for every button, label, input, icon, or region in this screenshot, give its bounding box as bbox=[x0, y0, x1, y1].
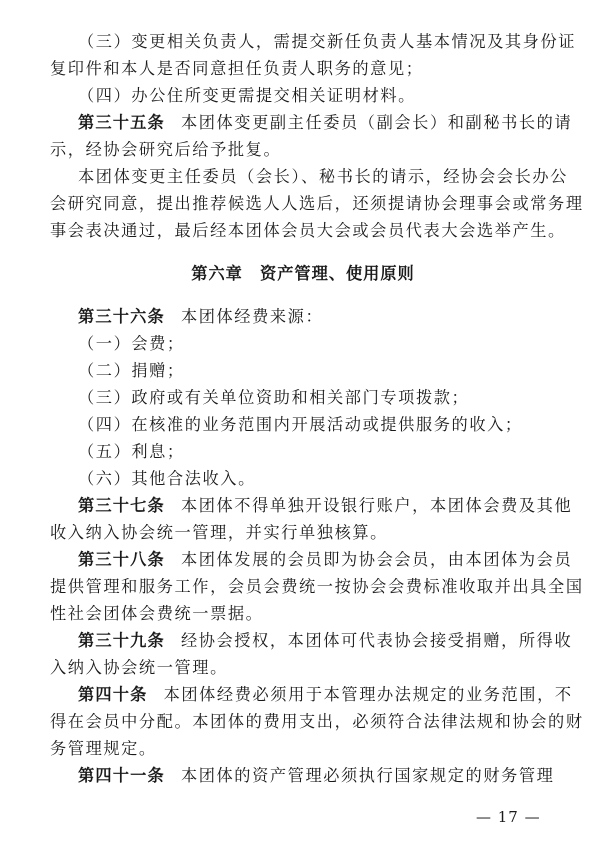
article-text: 经协会授权，本团体可代表协会接受捐赠，所得收 bbox=[180, 631, 573, 651]
chapter-heading: 第六章 资产管理、使用原则 bbox=[191, 264, 415, 284]
list-item: （一）会费； bbox=[78, 334, 185, 354]
list-item: （五）利息； bbox=[78, 442, 185, 462]
paragraph-line: 复印件和本人是否同意担任负责人职务的意见； bbox=[50, 59, 424, 78]
article-label: 第三十五条 bbox=[78, 113, 165, 132]
article-label: 第三十七条 bbox=[78, 496, 165, 516]
article-label: 第三十八条 bbox=[78, 550, 165, 570]
article-40 bbox=[78, 681, 573, 708]
article-text: 本团体的资产管理必须执行国家规定的财务管理 bbox=[180, 766, 555, 786]
paragraph-line: 入纳入协会统一管理。 bbox=[50, 658, 228, 678]
paragraph-line: 本团体变更主任委员（会长）、秘书长的请示，经协会会长办公 bbox=[78, 167, 568, 186]
document-body bbox=[50, 28, 584, 789]
paragraph-line: 得在会员中分配。本团体的费用支出，必须符合法律法规和协会的财 bbox=[50, 712, 584, 732]
article-38 bbox=[78, 546, 573, 573]
article-label: 第四十条 bbox=[78, 685, 148, 705]
article-text: 本团体经费必须用于本管理办法规定的业务范围，不 bbox=[163, 685, 573, 705]
article-label: 第三十九条 bbox=[78, 631, 165, 651]
list-item: （三）政府或有关单位资助和相关部门专项拨款； bbox=[78, 388, 470, 408]
article-text: 本团体经费来源： bbox=[180, 307, 324, 327]
paragraph-line: （三）变更相关负责人，需提交新任负责人基本情况及其身份证 bbox=[78, 32, 577, 51]
article-36 bbox=[78, 303, 556, 330]
paragraph-line: （四）办公住所变更需提交相关证明材料。 bbox=[78, 86, 416, 105]
page-number: — 17 — bbox=[476, 808, 541, 826]
paragraph-line: 提供管理和服务工作，会员会费统一按协会会费标准收取并出具全国 bbox=[50, 577, 584, 597]
article-label: 第三十六条 bbox=[78, 307, 165, 327]
paragraph-line: 务管理规定。 bbox=[50, 739, 157, 759]
article-text: 本团体不得单独开设银行账户，本团体会费及其他 bbox=[180, 496, 573, 516]
article-text: 本团体变更副主任委员（副会长）和副秘书长的请 bbox=[180, 113, 573, 132]
paragraph-line: 收入纳入协会统一管理，并实行单独核算。 bbox=[50, 523, 388, 543]
paragraph-line: 事会表决通过，最后经本团体会员大会或会员代表大会选举产生。 bbox=[50, 221, 566, 240]
article-35 bbox=[78, 109, 573, 136]
article-text: 本团体发展的会员即为协会会员，由本团体为会员 bbox=[180, 550, 573, 570]
list-item: （二）捐赠； bbox=[78, 361, 185, 381]
paragraph-line: 会研究同意，提出推荐候选人人选后，还须提请协会理事会或常务理 bbox=[50, 194, 584, 213]
paragraph-line: 示，经协会研究后给予批复。 bbox=[50, 140, 282, 159]
article-39 bbox=[78, 627, 573, 654]
paragraph-line: 性社会团体会费统一票据。 bbox=[50, 604, 264, 624]
article-37 bbox=[78, 492, 573, 519]
article-label: 第四十一条 bbox=[78, 766, 165, 786]
article-41 bbox=[78, 762, 556, 789]
list-item: （六）其他合法收入。 bbox=[78, 469, 256, 489]
list-item: （四）在核准的业务范围内开展活动或提供服务的收入； bbox=[78, 415, 523, 435]
